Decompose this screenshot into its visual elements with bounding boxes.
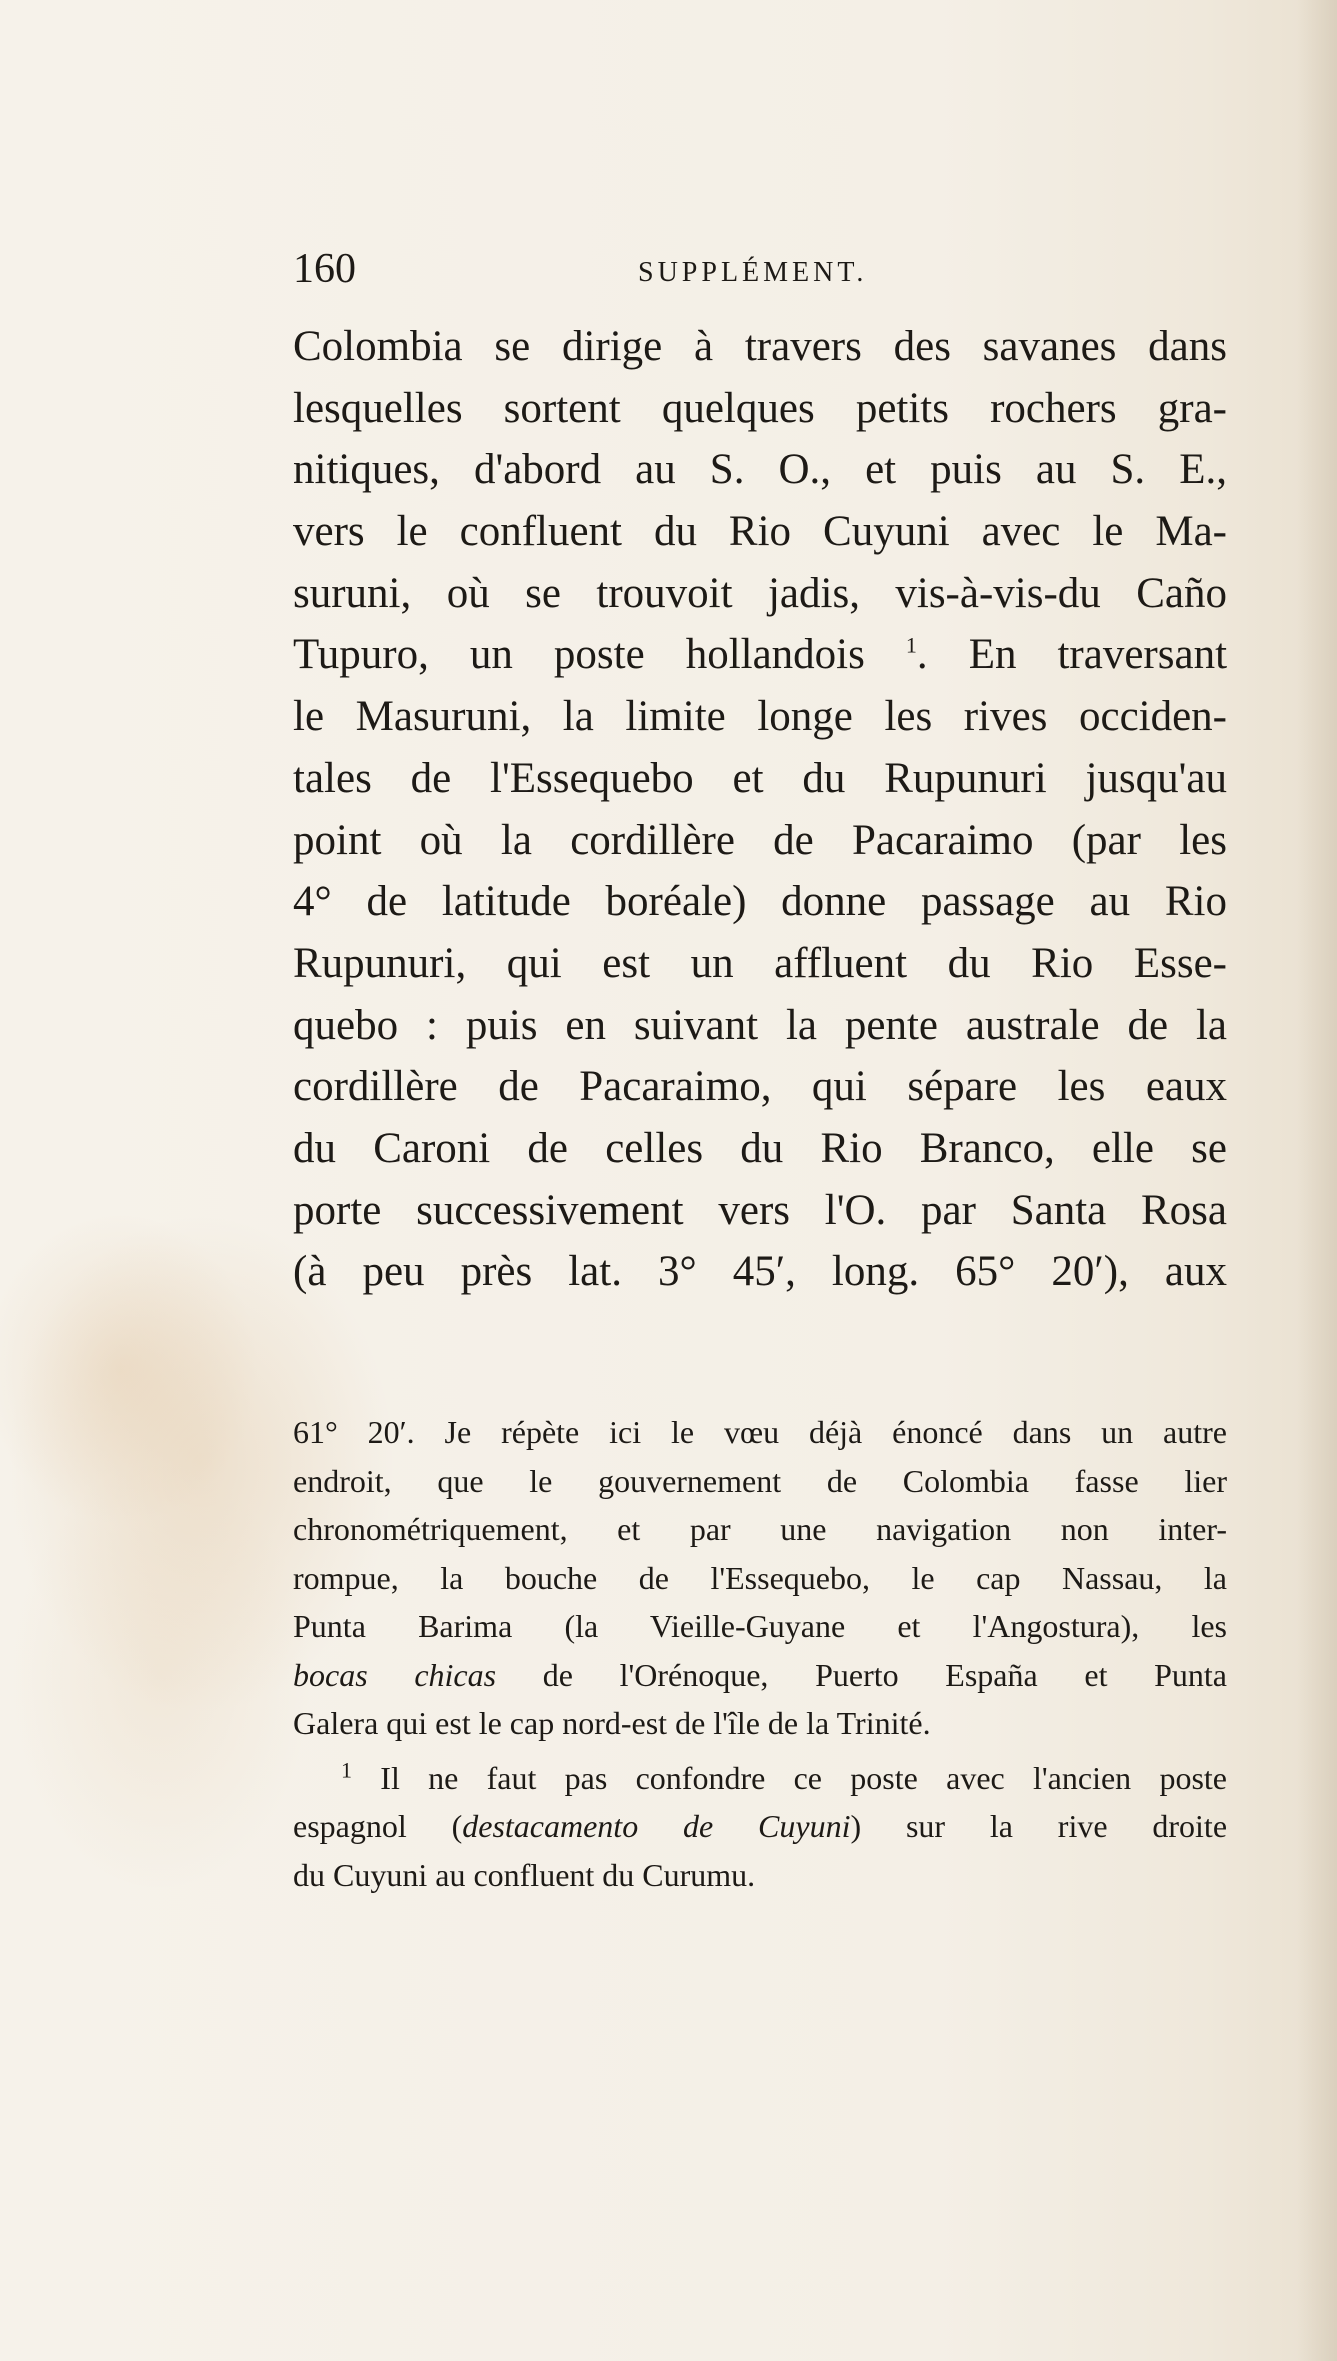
footnote-line: rompue, la bouche de l'Essequebo, le cap Nassau, la [293, 1559, 1227, 1596]
text-line: vers le confluent du Rio Cuyuni avec le Ma- [293, 508, 1227, 556]
text-line: lesquelles sortent quelques petits rochers gra- [293, 384, 1227, 432]
footnotes [293, 1408, 1227, 1899]
footnote-line: Punta Barima (la Vieille-Guyane et l'Angostura), les [293, 1608, 1227, 1644]
footnote-line [293, 1802, 1227, 1851]
footnote-reference: 1 [905, 633, 917, 659]
text-line: (à peu près lat. 3° 45′, long. 65° 20′), aux [293, 1248, 1227, 1296]
italic-term: bocas chicas [293, 1656, 497, 1693]
text-segment: Il ne faut pas confondre ce poste avec l'ancien poste [352, 1759, 1227, 1796]
page-header [293, 245, 1227, 305]
text-line: nitiques, d'abord au S. O., et puis au S. E., [293, 446, 1227, 494]
text-line: quebo : puis en suivant la pente australe de la [293, 1001, 1227, 1049]
text-line: du Caroni de celles du Rio Branco, elle se [293, 1124, 1227, 1172]
running-head: SUPPLÉMENT. [638, 257, 868, 288]
footnote-continued [293, 1408, 1227, 1748]
text-line: Rupunuri, qui est un affluent du Rio Esse- [293, 939, 1227, 987]
text-line: le Masuruni, la limite longe les rives occiden- [293, 693, 1227, 741]
text-line: point où la cordillère de Pacaraimo (par les [293, 816, 1227, 864]
main-text [293, 316, 1227, 1303]
text-line-with-footnote-ref [293, 624, 1227, 686]
footnote-line: 61° 20′. Je répète ici le vœu déjà énoncé dans un autre [293, 1414, 1227, 1450]
text-segment: Tupuro, un poste hollandois [293, 631, 865, 679]
page-edge-shadow [1297, 0, 1337, 2361]
text-segment: de l'Orénoque, Puerto España et Punta [496, 1656, 1228, 1693]
text-segment: espagnol ( [293, 1808, 463, 1844]
text-line: 4° de latitude boréale) donne passage au Rio [293, 878, 1227, 926]
text-line: tales de l'Essequebo et du Rupunuri jusqu'au [293, 754, 1227, 802]
text-segment: ) sur la rive droite [850, 1808, 1228, 1844]
text-line: cordillère de Pacaraimo, qui sépare les eaux [293, 1063, 1227, 1111]
footnote-line: endroit, que le gouvernement de Colombia fasse lier [293, 1462, 1227, 1499]
footnote-line: du Cuyuni au confluent du Curumu. [293, 1856, 756, 1893]
footnote-line: chronométriquement, et par une navigation non inter- [293, 1511, 1227, 1547]
footnote-line [293, 1651, 1227, 1700]
text-line: suruni, où se trouvoit jadis, vis-à-vis-du Caño [293, 569, 1227, 617]
text-line: porte successivement vers l'O. par Santa Rosa [293, 1186, 1227, 1234]
footnote-line [293, 1754, 1227, 1803]
page-number: 160 [293, 246, 356, 292]
italic-term: destacamento de Cuyuni [462, 1808, 851, 1844]
footnote-line: Galera qui est le cap nord-est de l'île de la Trinité. [293, 1705, 931, 1741]
footnote-marker: 1 [341, 1756, 352, 1782]
text-line: Colombia se dirige à travers des savanes dans [293, 323, 1227, 370]
text-segment: . En traversant [916, 631, 1228, 679]
footnote-1 [293, 1754, 1227, 1900]
